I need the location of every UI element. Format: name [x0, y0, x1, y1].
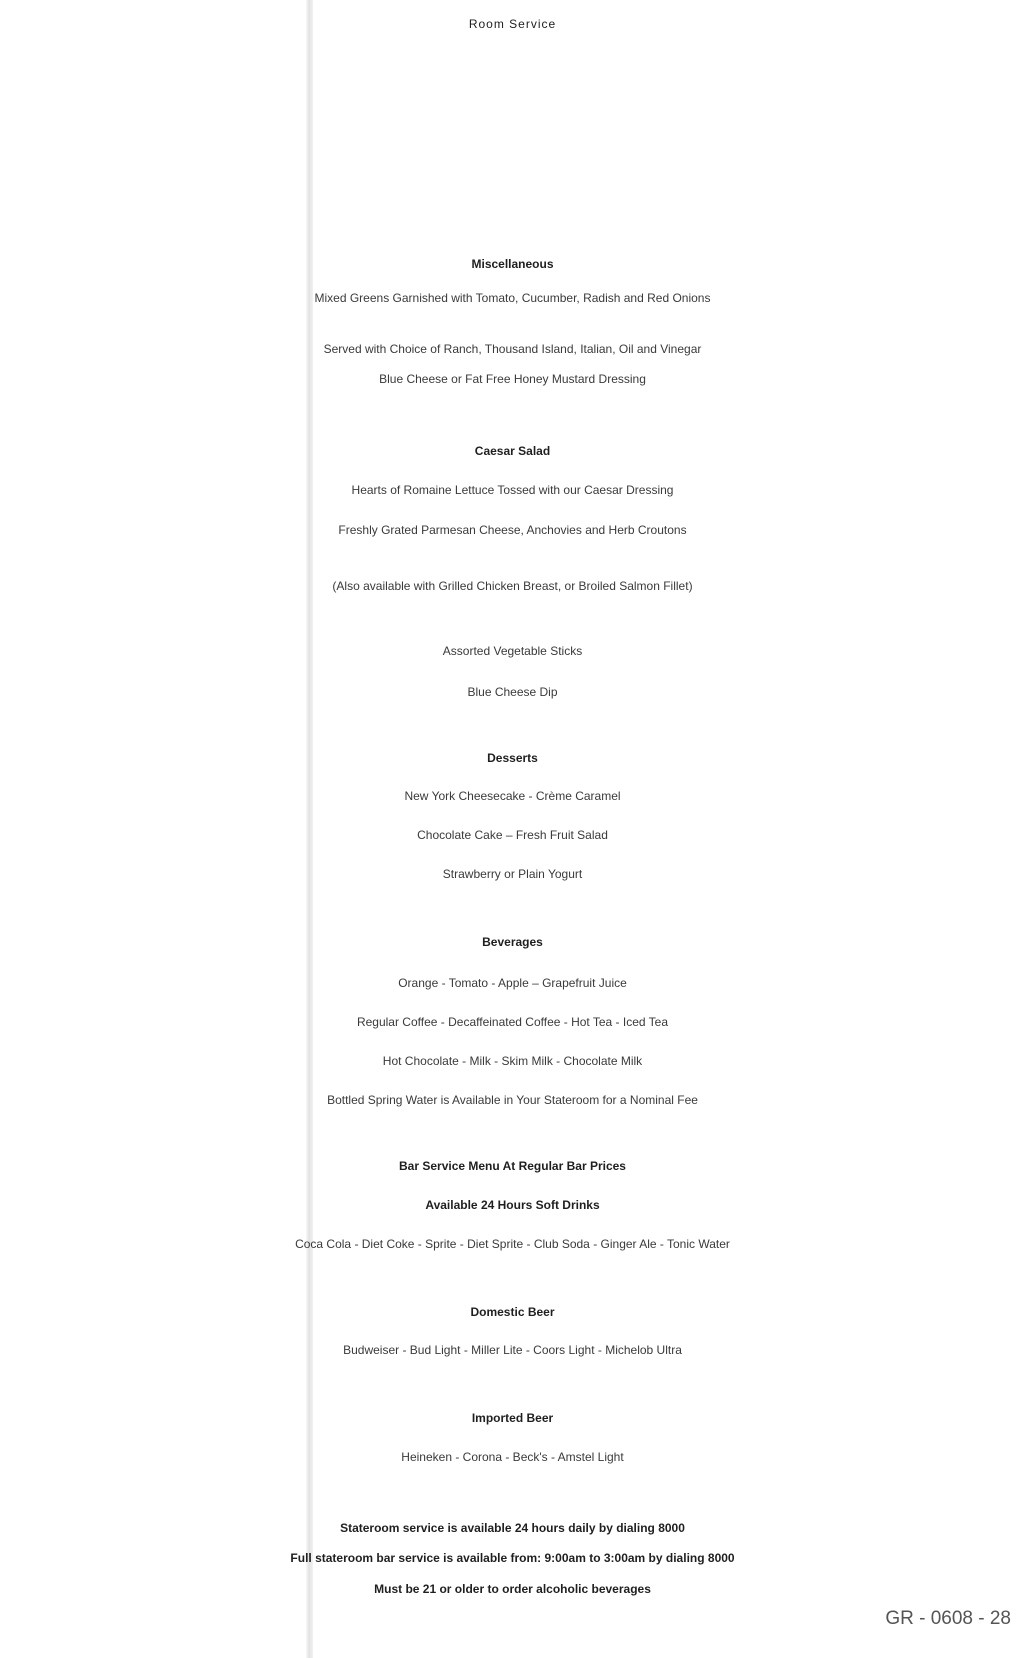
section-heading-domestic-beer: Domestic Beer: [470, 1305, 555, 1319]
menu-line: Blue Cheese or Fat Free Honey Mustard Dressing: [379, 372, 646, 386]
section-heading-beverages: Beverages: [482, 935, 543, 949]
footer-note: Must be 21 or older to order alcoholic beverages: [374, 1582, 651, 1596]
menu-line: (Also available with Grilled Chicken Breast, or Broiled Salmon Fillet): [332, 579, 693, 593]
menu-line: Hot Chocolate - Milk - Skim Milk - Chocolate Milk: [382, 1054, 643, 1068]
menu-line: New York Cheesecake - Crème Caramel: [404, 789, 621, 803]
menu-line: Freshly Grated Parmesan Cheese, Anchovies and Herb Croutons: [338, 523, 687, 537]
section-heading-miscellaneous: Miscellaneous: [471, 257, 554, 271]
menu-line: Heineken - Corona - Beck's - Amstel Light: [401, 1450, 624, 1464]
menu-line: Orange - Tomato - Apple – Grapefruit Juice: [398, 976, 627, 990]
menu-line: Chocolate Cake – Fresh Fruit Salad: [417, 828, 608, 842]
menu-line: Strawberry or Plain Yogurt: [442, 867, 583, 881]
menu-line: Served with Choice of Ranch, Thousand Island, Italian, Oil and Vinegar: [323, 342, 702, 356]
menu-line: Mixed Greens Garnished with Tomato, Cucumber, Radish and Red Onions: [314, 291, 711, 305]
menu-line: Budweiser - Bud Light - Miller Lite - Coors Light - Michelob Ultra: [343, 1343, 682, 1357]
section-heading-bar-service: Bar Service Menu At Regular Bar Prices: [399, 1159, 626, 1173]
menu-line: Hearts of Romaine Lettuce Tossed with our Caesar Dressing: [351, 483, 674, 497]
document-code: GR - 0608 - 28: [885, 1608, 1011, 1629]
menu-line: Bottled Spring Water is Available in Your Stateroom for a Nominal Fee: [327, 1093, 698, 1107]
section-heading-imported-beer: Imported Beer: [471, 1411, 554, 1425]
section-heading-caesar-salad: Caesar Salad: [474, 444, 551, 458]
section-heading-desserts: Desserts: [487, 751, 538, 765]
page-title: Room Service: [468, 17, 557, 31]
menu-line: Coca Cola - Diet Coke - Sprite - Diet Sprite - Club Soda - Ginger Ale - Tonic Water: [295, 1237, 730, 1251]
menu-line: Blue Cheese Dip: [467, 685, 558, 699]
menu-item-vegetable-sticks: Assorted Vegetable Sticks: [442, 644, 583, 658]
footer-note: Stateroom service is available 24 hours daily by dialing 8000: [340, 1521, 685, 1535]
section-heading-soft-drinks: Available 24 Hours Soft Drinks: [425, 1198, 600, 1212]
footer-note: Full stateroom bar service is available from: 9:00am to 3:00am by dialing 8000: [290, 1551, 735, 1565]
menu-line: Regular Coffee - Decaffeinated Coffee - Hot Tea - Iced Tea: [356, 1015, 669, 1029]
